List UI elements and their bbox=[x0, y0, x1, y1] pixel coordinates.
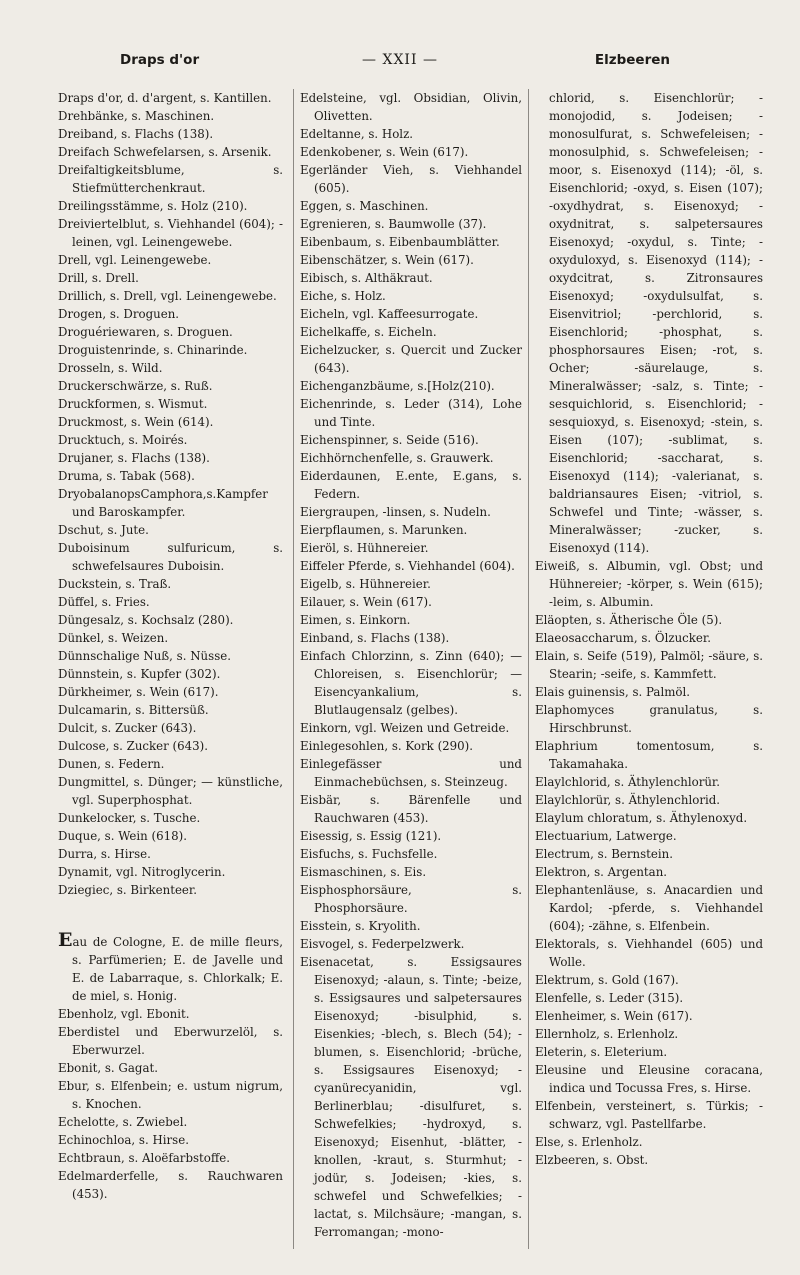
index-entry: Dreiband, s. Flachs (138). bbox=[58, 127, 214, 141]
index-entry: Düngesalz, s. Kochsalz (280). bbox=[58, 613, 234, 627]
index-entry: Eichhörnchenfelle, s. Grauwerk. bbox=[300, 451, 494, 465]
index-entry: Eiderdaunen, E.ente, E.gans, s. Federn. bbox=[300, 469, 522, 501]
section-initial: E bbox=[58, 929, 73, 951]
index-entry: Eigelb, s. Hühnereier. bbox=[300, 577, 431, 591]
index-entry: Elaeosaccharum, s. Ölzucker. bbox=[535, 631, 711, 645]
page-number: — XXII — bbox=[362, 52, 438, 68]
index-entry: Duckstein, s. Traß. bbox=[58, 577, 172, 591]
index-entry: Elektorals, s. Viehhandel (605) und Wolle. bbox=[535, 937, 763, 969]
index-entry: Ebonit, s. Gagat. bbox=[58, 1061, 158, 1075]
index-entry: Dünkel, s. Weizen. bbox=[58, 631, 169, 645]
index-entry: Edelsteine, vgl. Obsidian, Olivin, Olivetten. bbox=[300, 91, 522, 123]
index-entry: Drujaner, s. Flachs (138). bbox=[58, 451, 210, 465]
index-entry: Dünnstein, s. Kupfer (302). bbox=[58, 667, 221, 681]
index-entry: Eierpflaumen, s. Marunken. bbox=[300, 523, 468, 537]
index-entry: Dunkelocker, s. Tusche. bbox=[58, 811, 201, 825]
index-entry: Eimen, s. Einkorn. bbox=[300, 613, 411, 627]
index-entry: Dunen, s. Federn. bbox=[58, 757, 165, 771]
index-entry: Einlegefässer und Einmachebüchsen, s. Steinzeug. bbox=[300, 757, 522, 789]
index-entry: Eisessig, s. Essig (121). bbox=[300, 829, 442, 843]
index-entry: Droguériewaren, s. Droguen. bbox=[58, 325, 233, 339]
index-entry: Elenheimer, s. Wein (617). bbox=[535, 1009, 693, 1023]
column-1 bbox=[58, 89, 283, 1203]
index-entry: Duboisinum sulfuricum, s. schwefelsaures Duboisin. bbox=[58, 541, 283, 573]
index-entry: Eichelkaffe, s. Eicheln. bbox=[300, 325, 437, 339]
index-entry: Echtbraun, s. Aloëfarbstoffe. bbox=[58, 1151, 231, 1165]
index-entry: Egerländer Vieh, s. Viehhandel (605). bbox=[300, 163, 522, 195]
index-entry: Duque, s. Wein (618). bbox=[58, 829, 187, 843]
index-entry: Elaylchlorür, s. Äthylenchlorid. bbox=[535, 793, 721, 807]
index-entry: Elephantenläuse, s. Anacardien und Kardol; -pferde, s. Viehhandel (604); -zähne, s. Elfenbein. bbox=[535, 883, 763, 933]
index-entry: Einband, s. Flachs (138). bbox=[300, 631, 450, 645]
index-entry: Drillich, s. Drell, vgl. Leinengewebe. bbox=[58, 289, 277, 303]
index-entry: Drosseln, s. Wild. bbox=[58, 361, 163, 375]
index-entry: Elektron, s. Argentan. bbox=[535, 865, 668, 879]
index-entry: Elektrum, s. Gold (167). bbox=[535, 973, 679, 987]
index-entry: Edenkobener, s. Wein (617). bbox=[300, 145, 469, 159]
index-entry: Einkorn, vgl. Weizen und Getreide. bbox=[300, 721, 510, 735]
index-entry: Elaylchlorid, s. Äthylenchlorür. bbox=[535, 775, 721, 789]
index-entry: Edelmarderfelle, s. Rauchwaren (453). bbox=[58, 1169, 283, 1201]
index-entry: Dreilingsstämme, s. Holz (210). bbox=[58, 199, 248, 213]
index-entry: Eläopten, s. Ätherische Öle (5). bbox=[535, 613, 723, 627]
index-entry: Eiche, s. Holz. bbox=[300, 289, 386, 303]
index-entry: Düffel, s. Fries. bbox=[58, 595, 150, 609]
index-entry: Eicheln, vgl. Kaffeesurrogate. bbox=[300, 307, 479, 321]
index-entry: Elenfelle, s. Leder (315). bbox=[535, 991, 684, 1005]
index-entry: Elaphrium tomentosum, s. Takamahaka. bbox=[535, 739, 763, 771]
index-entry: chlorid, s. Eisenchlorür; -monojodid, s. Jodeisen; -monosulfurat, s. Schwefeleisen; -monosulphid, s. Schwefeleisen; -moor, s. Eisenoxyd (114); -öl, s. Eisenchlorid; -oxyd, s. Eisen (107); -oxydhydrat, s. Eisenoxyd; -oxydnitrat, s. salpetersaures Eisenoxyd; -oxydul, s. Tinte; -oxyduloxyd, s. Eisenoxyd (114); -oxydcitrat, s. Zitronsaures Eisenoxyd; -oxydulsulfat, s. Eisenvitriol; -perchlorid, s. Eisenchlorid; -phosphat, s. phosphorsaures Eisen; -rot, s. Ocher; -säurelauge, s. Mineralwässer; -salz, s. Tinte; -sesquichlorid, s. Eisenchlorid; -sesquioxyd, s. Eisenoxyd; -stein, s. Eisen (107); -sublimat, s. Eisenchlorid; -saccharat, s. Eisenoxyd (114); -valerianat, s. baldriansaures Eisen; -vitriol, s. Schwefel und Tinte; -wässer, s. Mineralwässer; -zucker, s. Eisenoxyd (114). bbox=[549, 91, 763, 555]
index-entry: Elain, s. Seife (519), Palmöl; -säure, s. Stearin; -seife, s. Kammfett. bbox=[535, 649, 763, 681]
index-entry: Droguistenrinde, s. Chinarinde. bbox=[58, 343, 248, 357]
index-entry: Eichenspinner, s. Seide (516). bbox=[300, 433, 479, 447]
index-entry: Elfenbein, versteinert, s. Türkis; -schwarz, vgl. Pastellfarbe. bbox=[535, 1099, 763, 1131]
index-entry: Eggen, s. Maschinen. bbox=[300, 199, 429, 213]
index-entry: Edeltanne, s. Holz. bbox=[300, 127, 414, 141]
index-entry: Drogen, s. Droguen. bbox=[58, 307, 180, 321]
index-entry: Dürkheimer, s. Wein (617). bbox=[58, 685, 219, 699]
index-entry: Druckformen, s. Wismut. bbox=[58, 397, 208, 411]
index-entry: Eleterin, s. Eleterium. bbox=[535, 1045, 668, 1059]
index-entry: Eiergraupen, -linsen, s. Nudeln. bbox=[300, 505, 491, 519]
index-entry: Ebur, s. Elfenbein; e. ustum nigrum, s. Knochen. bbox=[58, 1079, 283, 1111]
index-entry: Drehbänke, s. Maschinen. bbox=[58, 109, 215, 123]
index-entry: Eisenacetat, s. Essigsaures Eisenoxyd; -alaun, s. Tinte; -beize, s. Essigsaures und salpetersaures Eisenoxyd; -bisulphid, s. Eisenkies; -blech, s. Blech (54); -blumen, s. Eisenchlorid; -brüche, s. Essigsaures Eisenoxyd; -cyanürecyanidin, vgl. Berlinerblau; -disulfuret, s. Schwefelkies; -hydroxyd, s. Eisenoxyd; Eisenhut, -blätter, -knollen, -kraut, s. Sturmhut; -jodür, s. Jodeisen; -kies, s. schwefel und Schwefelkies; -lactat, s. Milchsäure; -mangan, s. Ferromangan; -mono- bbox=[300, 955, 522, 1239]
index-entry: Egrenieren, s. Baumwolle (37). bbox=[300, 217, 487, 231]
index-entry: Dulcamarin, s. Bittersüß. bbox=[58, 703, 209, 717]
index-entry: Eisstein, s. Kryolith. bbox=[300, 919, 421, 933]
section-gap bbox=[58, 899, 283, 931]
index-entry: Eisfuchs, s. Fuchsfelle. bbox=[300, 847, 438, 861]
index-entry: Echelotte, s. Zwiebel. bbox=[58, 1115, 188, 1129]
index-entry: Dungmittel, s. Dünger; — künstliche, vgl. Superphosphat. bbox=[58, 775, 283, 807]
index-entry: Eilauer, s. Wein (617). bbox=[300, 595, 432, 609]
column-3 bbox=[528, 89, 763, 1249]
index-entry: Eisvogel, s. Federpelzwerk. bbox=[300, 937, 465, 951]
index-entry: Elaphomyces granulatus, s. Hirschbrunst. bbox=[535, 703, 763, 735]
index-entry: Echinochloa, s. Hirse. bbox=[58, 1133, 189, 1147]
header-last-entry: Elzbeeren bbox=[594, 52, 670, 68]
index-entry: Dziegiec, s. Birkenteer. bbox=[58, 883, 197, 897]
index-entry: Dünnschalige Nuß, s. Nüsse. bbox=[58, 649, 231, 663]
index-entry: Durra, s. Hirse. bbox=[58, 847, 151, 861]
index-entry: Eisbär, s. Bärenfelle und Rauchwaren (453). bbox=[300, 793, 522, 825]
index-entry: Drell, vgl. Leinengewebe. bbox=[58, 253, 212, 267]
index-entry: Dulcit, s. Zucker (643). bbox=[58, 721, 197, 735]
index-entry: Elzbeeren, s. Obst. bbox=[535, 1153, 649, 1167]
index-entry: Draps d'or, d. d'argent, s. Kantillen. bbox=[58, 91, 272, 105]
index-entry: Eichelzucker, s. Quercit und Zucker (643). bbox=[300, 343, 522, 375]
index-entry: Ellernholz, s. Erlenholz. bbox=[535, 1027, 679, 1041]
index-entry: Eichenganzbäume, s.[Holz(210). bbox=[300, 379, 495, 393]
index-entry: Eibenschätzer, s. Wein (617). bbox=[300, 253, 474, 267]
index-entry: Einfach Chlorzinn, s. Zinn (640); — Chloreisen, s. Eisenchlorür; — Eisencyankalium, s. Blutlaugensalz (gelbes). bbox=[300, 649, 522, 717]
index-entry: Eiffeler Pferde, s. Viehhandel (604). bbox=[300, 559, 515, 573]
index-entry: Eibenbaum, s. Eibenbaumblätter. bbox=[300, 235, 500, 249]
index-entry: Dreifaltigkeitsblume, s. Stiefmütterchenkraut. bbox=[58, 163, 283, 195]
index-entry: Dschut, s. Jute. bbox=[58, 523, 149, 537]
index-entry: Eismaschinen, s. Eis. bbox=[300, 865, 427, 879]
header-first-entry: Draps d'or bbox=[120, 52, 200, 68]
index-entry: Elaylum chloratum, s. Äthylenoxyd. bbox=[535, 811, 748, 825]
index-entry: Ebenholz, vgl. Ebonit. bbox=[58, 1007, 190, 1021]
column-2 bbox=[293, 89, 522, 1249]
index-entry: Drucktuch, s. Moirés. bbox=[58, 433, 188, 447]
index-entry: Eibisch, s. Althäkraut. bbox=[300, 271, 433, 285]
index-entry: Eichenrinde, s. Leder (314), Lohe und Tinte. bbox=[300, 397, 522, 429]
index-entry: Druckmost, s. Wein (614). bbox=[58, 415, 214, 429]
index-entry: Dreiviertelblut, s. Viehhandel (604); -leinen, vgl. Leinengewebe. bbox=[58, 217, 283, 249]
index-entry: Electrum, s. Bernstein. bbox=[535, 847, 673, 861]
index-entry: Eisphosphorsäure, s. Phosphorsäure. bbox=[300, 883, 522, 915]
index-entry: Eau de Cologne, E. de mille fleurs, s. Parfümerien; E. de Javelle und E. de Labarraque, s. Chlorkalk; E. de miel, s. Honig. bbox=[58, 929, 283, 1003]
index-entry: Electuarium, Latwerge. bbox=[535, 829, 677, 843]
index-entry: Dynamit, vgl. Nitroglycerin. bbox=[58, 865, 226, 879]
index-entry: Elais guinensis, s. Palmöl. bbox=[535, 685, 691, 699]
index-entry: Drill, s. Drell. bbox=[58, 271, 139, 285]
index-entry: Einlegesohlen, s. Kork (290). bbox=[300, 739, 474, 753]
index-entry: Eleusine und Eleusine coracana, indica und Tocussa Fres, s. Hirse. bbox=[535, 1063, 763, 1095]
index-entry: Druckerschwärze, s. Ruß. bbox=[58, 379, 213, 393]
index-entry: Dulcose, s. Zucker (643). bbox=[58, 739, 209, 753]
index-entry: Eieröl, s. Hühnereier. bbox=[300, 541, 429, 555]
index-entry: DryobalanopsCamphora,s.Kampfer und Baroskampfer. bbox=[58, 487, 268, 519]
index-entry: Dreifach Schwefelarsen, s. Arsenik. bbox=[58, 145, 272, 159]
index-entry: Else, s. Erlenholz. bbox=[535, 1135, 643, 1149]
index-entry: Eberdistel und Eberwurzelöl, s. Eberwurzel. bbox=[58, 1025, 283, 1057]
page-header bbox=[0, 52, 800, 76]
index-entry: Druma, s. Tabak (568). bbox=[58, 469, 195, 483]
index-entry: Eiweiß, s. Albumin, vgl. Obst; und Hühnereier; -körper, s. Wein (615); -leim, s. Albumin. bbox=[535, 559, 763, 609]
